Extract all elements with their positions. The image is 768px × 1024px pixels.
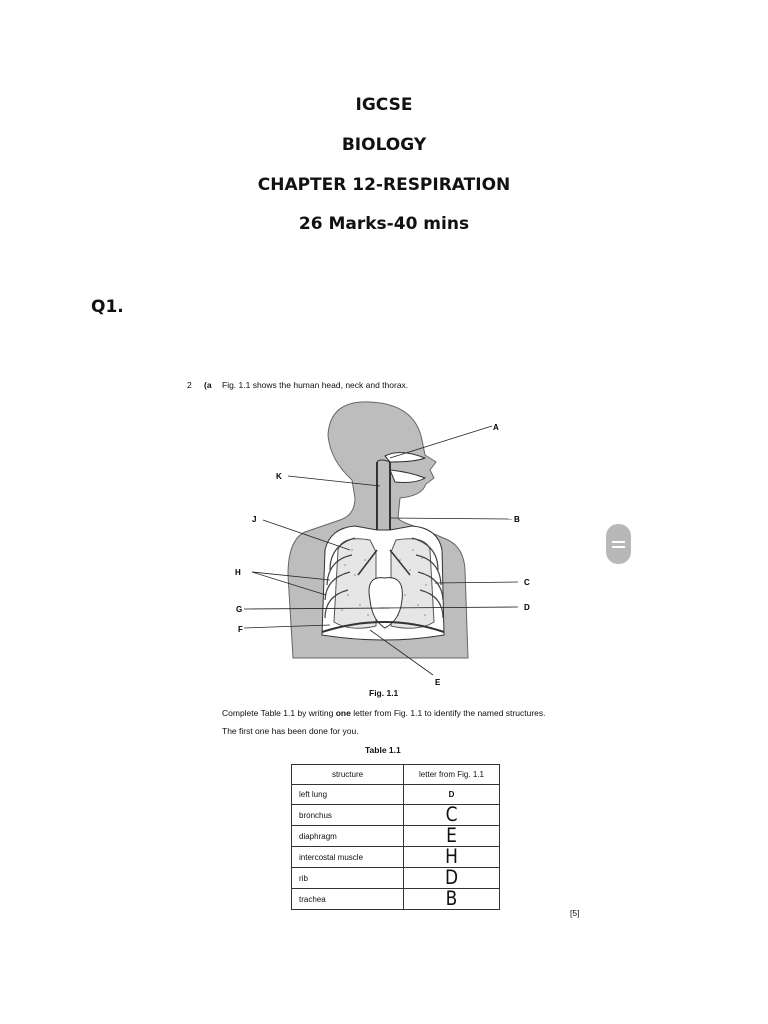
label-b: B (514, 515, 520, 524)
handwritten-answer: C (445, 803, 458, 827)
table-row (292, 868, 500, 889)
marks-label: [5] (570, 908, 580, 918)
answer-table (291, 764, 500, 910)
letter-cell (404, 868, 500, 889)
label-k: K (276, 472, 282, 481)
letter-cell: D (404, 785, 500, 805)
table-row (292, 847, 500, 868)
label-a: A (493, 423, 499, 432)
table-row (292, 826, 500, 847)
table-header-row (292, 765, 500, 785)
structure-cell: rib (292, 868, 404, 889)
title-subject: BIOLOGY (341, 135, 427, 155)
structure-cell: left lung (292, 785, 404, 805)
header-letter: letter from Fig. 1.1 (404, 765, 500, 785)
label-f: F (238, 625, 243, 634)
letter-cell (404, 826, 500, 847)
letter-cell (404, 847, 500, 868)
table-row (292, 785, 500, 805)
title-marks: 26 Marks-40 mins (298, 214, 470, 234)
question-number: 2 (187, 380, 192, 390)
table-row (292, 889, 500, 910)
header-structure: structure (292, 765, 404, 785)
label-j: J (252, 515, 257, 524)
question-intro: Fig. 1.1 shows the human head, neck and thorax. (222, 380, 409, 390)
handwritten-answer: E (446, 824, 457, 848)
question-label: Q1. (91, 297, 124, 317)
label-e: E (435, 678, 441, 687)
label-d: D (524, 603, 530, 612)
thorax-diagram (230, 400, 550, 690)
title-chapter: CHAPTER 12-RESPIRATION (257, 175, 511, 195)
handwritten-answer: B (445, 887, 458, 911)
structure-cell: bronchus (292, 805, 404, 826)
title-igcse: IGCSE (355, 95, 413, 115)
figure-caption: Fig. 1.1 (369, 688, 399, 698)
handwritten-answer: D (444, 866, 459, 890)
table-row (292, 805, 500, 826)
letter-cell (404, 889, 500, 910)
label-g: G (236, 605, 243, 614)
letter-cell (404, 805, 500, 826)
instruction-note: The first one has been done for you. (222, 726, 359, 736)
instruction: Complete Table 1.1 by writing one letter from Fig. 1.1 to identify the named structures. (222, 708, 546, 718)
question-part: (a (204, 380, 212, 390)
structure-cell: trachea (292, 889, 404, 910)
scroll-handle-icon[interactable] (606, 524, 631, 564)
label-h: H (235, 568, 241, 577)
handwritten-answer: H (445, 845, 458, 869)
table-title: Table 1.1 (365, 745, 401, 755)
structure-cell: diaphragm (292, 826, 404, 847)
structure-cell: intercostal muscle (292, 847, 404, 868)
label-c: C (524, 578, 530, 587)
